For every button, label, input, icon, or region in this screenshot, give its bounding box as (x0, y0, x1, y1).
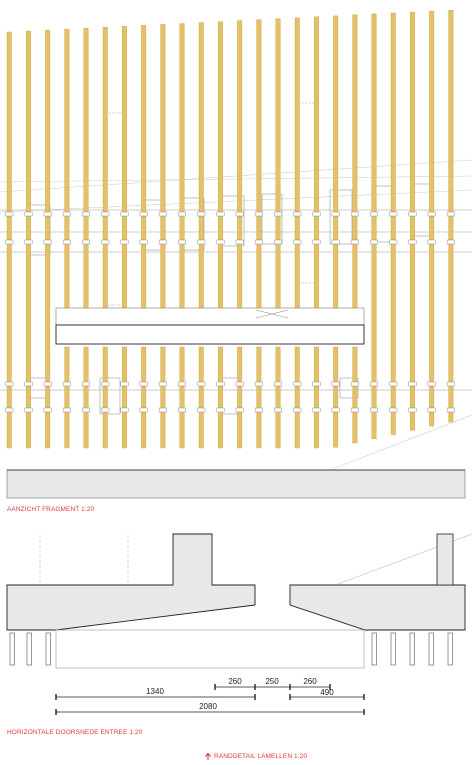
lamella (257, 347, 262, 448)
lamella-clip (409, 212, 417, 216)
lamella-clip (198, 382, 206, 386)
lamella-clip (102, 212, 110, 216)
lamella-clip (390, 408, 398, 412)
section-lamella (391, 633, 396, 665)
section-lamella (372, 633, 377, 665)
lamella (103, 347, 108, 448)
lamella (84, 28, 89, 310)
lamella-clip (44, 212, 52, 216)
lamella-clip (447, 212, 455, 216)
lamella-clip (44, 240, 52, 244)
lamella-clip (63, 212, 71, 216)
lamella-clip (428, 240, 436, 244)
lamella-clip (236, 408, 244, 412)
lamella-clip (82, 212, 90, 216)
lamella (122, 347, 127, 448)
lamella (237, 21, 242, 310)
lamella-clip (332, 240, 340, 244)
lamella (161, 24, 166, 310)
lamella-clip (294, 240, 302, 244)
lamella (295, 347, 300, 448)
lamella-clip (25, 212, 33, 216)
lamella-clip (409, 240, 417, 244)
dim-260-left: 260 (228, 677, 242, 686)
lamella-clip (313, 240, 321, 244)
section-lamella (46, 633, 51, 665)
lamella-clip (409, 408, 417, 412)
lamella-clip (255, 212, 263, 216)
lamella-clip (121, 240, 129, 244)
dim-250: 250 (265, 677, 279, 686)
lamella-clip (25, 240, 33, 244)
lamella (333, 347, 338, 447)
lamella-clip (159, 382, 167, 386)
lamella-clip (332, 382, 340, 386)
section-lamella (27, 633, 32, 665)
lamella-clip (313, 382, 321, 386)
lamella-clip (102, 382, 110, 386)
lamella (276, 347, 281, 448)
lamella-clip (294, 212, 302, 216)
lamella-clip (351, 382, 359, 386)
lamella-clip (198, 408, 206, 412)
lamella-clip (6, 212, 14, 216)
section-wall-right (290, 585, 465, 630)
lamella (161, 347, 166, 448)
lamella (429, 11, 434, 426)
lamella-clip (236, 240, 244, 244)
lamella-clip (390, 212, 398, 216)
lamella-clip (217, 212, 225, 216)
lamella-clip (428, 212, 436, 216)
lamella-clip (121, 212, 129, 216)
lamella (199, 347, 204, 448)
arrow-up-icon (206, 754, 211, 761)
lamella-clip (121, 382, 129, 386)
lamella (65, 29, 70, 310)
lamella-clip (351, 212, 359, 216)
lamella-clip (82, 408, 90, 412)
lamella-clip (274, 212, 282, 216)
lamella (391, 13, 396, 435)
lamella (218, 22, 223, 310)
lamella-clip (390, 240, 398, 244)
lamella-clip (274, 240, 282, 244)
caption-section: HORIZONTALE DOORSNEDE ENTREE 1:20 (7, 729, 143, 736)
lamella (103, 27, 108, 310)
lamella (84, 347, 89, 448)
lamella-clip (447, 382, 455, 386)
lamella (314, 17, 319, 310)
lamella-clip (6, 382, 14, 386)
lamella (65, 347, 70, 448)
lamella-clip (217, 382, 225, 386)
lamella (199, 23, 204, 311)
lamella-clip (332, 408, 340, 412)
lamella (314, 347, 319, 448)
horizontal-section (7, 534, 472, 715)
entrance-lintel (56, 308, 364, 344)
lamella (180, 347, 185, 448)
lamella-clip (390, 382, 398, 386)
lamella-clip (82, 240, 90, 244)
lamella (257, 20, 262, 310)
lamella-clip (63, 382, 71, 386)
lamella-clip (159, 212, 167, 216)
lamella (237, 347, 242, 448)
caption-elevation: AANZICHT FRAGMENT 1:20 (7, 506, 95, 513)
lamella-clip (6, 240, 14, 244)
section-guide-lines (40, 534, 472, 585)
section-lamella (448, 633, 453, 665)
lamella-clip (102, 240, 110, 244)
lamella-clip (351, 408, 359, 412)
lamella-clip (159, 240, 167, 244)
lamella-clip (178, 382, 186, 386)
lamella-clip (140, 382, 148, 386)
lamella-clip (370, 240, 378, 244)
lamella-clip (428, 382, 436, 386)
lamella (410, 12, 415, 430)
lamella (353, 347, 358, 443)
lamella-clip (409, 382, 417, 386)
lamella (353, 15, 358, 310)
lamella (141, 347, 146, 448)
section-lamella (10, 633, 15, 665)
lamella-clip (63, 408, 71, 412)
lamella-clip (370, 408, 378, 412)
lamella-clip (370, 212, 378, 216)
lamella-clip (274, 408, 282, 412)
lamella-clip (351, 240, 359, 244)
lamella-clip (294, 408, 302, 412)
lamella (295, 18, 300, 310)
lamella-clip (82, 382, 90, 386)
lamella-clip (198, 240, 206, 244)
lamella-clip (236, 382, 244, 386)
lamella-clip (447, 408, 455, 412)
lamella-clip (274, 382, 282, 386)
lamella (141, 25, 146, 310)
lamella-clip (198, 212, 206, 216)
lamella-clip (140, 212, 148, 216)
lamella-clip (313, 212, 321, 216)
lamella-clip (313, 408, 321, 412)
lamella-clip (102, 408, 110, 412)
lamella-clip (178, 240, 186, 244)
dim-2080: 2080 (199, 702, 217, 711)
lamella-clip (140, 240, 148, 244)
lamella-clip (25, 408, 33, 412)
lamella-clip (255, 240, 263, 244)
dim-1340: 1340 (146, 687, 164, 696)
elevation-fragment (0, 10, 472, 498)
caption-reference: RANDDETAIL LAMELLEN 1:20 (214, 753, 308, 760)
dim-490: 490 (320, 688, 334, 697)
lamella-clip (159, 408, 167, 412)
lamella-clip (255, 408, 263, 412)
section-column-right (437, 534, 453, 585)
lamella-clip (217, 408, 225, 412)
lamella-clip (25, 382, 33, 386)
lamella-clip (121, 408, 129, 412)
lamella-clip (140, 408, 148, 412)
lamella-clip (178, 212, 186, 216)
lamella-clip (255, 382, 263, 386)
lamella (180, 24, 185, 311)
dim-260-right: 260 (303, 677, 317, 686)
section-footing (56, 630, 364, 668)
lamella-clip (44, 408, 52, 412)
lamella-clip (370, 382, 378, 386)
section-lamella (429, 633, 434, 665)
lamella-clip (236, 212, 244, 216)
ground-slab (7, 470, 465, 498)
lamella-clip (428, 408, 436, 412)
back-structure (0, 103, 472, 414)
lamella-clip (6, 408, 14, 412)
lamellae-group (6, 10, 455, 448)
lamella (276, 19, 281, 310)
section-lamella (410, 633, 415, 665)
lamella-clip (178, 408, 186, 412)
lamella (218, 347, 223, 448)
lamella-clip (294, 382, 302, 386)
lamella (122, 26, 127, 310)
lamella (372, 14, 377, 439)
lamella (333, 16, 338, 310)
section-wall-left (7, 534, 255, 630)
lamella-clip (332, 212, 340, 216)
lamella-clip (44, 382, 52, 386)
lamella-clip (447, 240, 455, 244)
lamella-clip (217, 240, 225, 244)
lamella-clip (63, 240, 71, 244)
